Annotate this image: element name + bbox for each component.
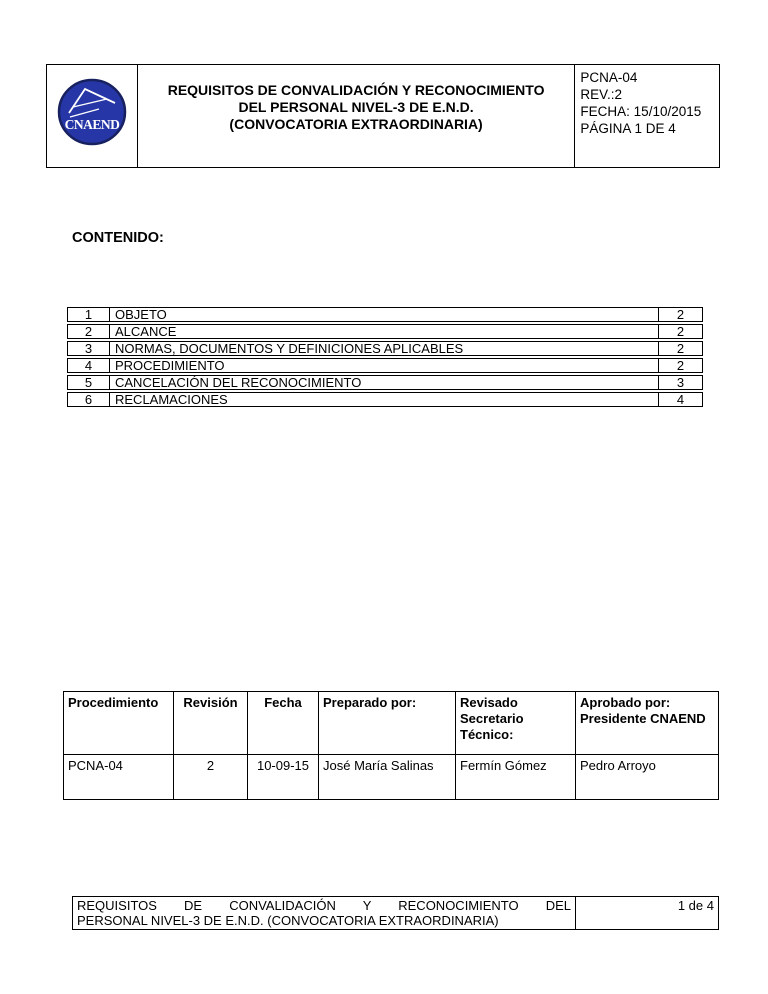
title-line-3: (CONVOCATORIA EXTRAORDINARIA) [229, 116, 483, 132]
col-preparado: Preparado por: [319, 692, 456, 755]
toc-page: 2 [659, 324, 703, 339]
toc-row [67, 375, 703, 390]
doc-date: FECHA: 15/10/2015 [580, 104, 702, 119]
cell-revision: 2 [174, 755, 248, 800]
header-table [46, 64, 720, 168]
footer-page-number: 1 de 4 [576, 897, 719, 930]
cell-fecha: 10-09-15 [248, 755, 319, 800]
toc-row [67, 358, 703, 373]
col-revision: Revisión [174, 692, 248, 755]
toc-num: 5 [67, 375, 110, 390]
title-line-1: REQUISITOS DE CONVALIDACIÓN Y RECONOCIMIENTO [167, 82, 545, 98]
logo-cell [47, 65, 138, 167]
doc-revision: REV.:2 [580, 87, 622, 102]
logo-text: CNAEND [64, 117, 120, 132]
toc-num: 6 [67, 392, 110, 407]
toc-page: 2 [659, 341, 703, 356]
footer-title-line-1: REQUISITOS DE CONVALIDACIÓN Y RECONOCIMIENTO DEL [77, 898, 571, 913]
approval-header-row [64, 692, 719, 755]
cell-aprobado: Pedro Arroyo [576, 755, 719, 800]
document-title [138, 65, 575, 167]
toc-row [67, 324, 703, 339]
footer-row [73, 897, 719, 930]
cell-procedimiento: PCNA-04 [64, 755, 174, 800]
doc-code: PCNA-04 [580, 70, 638, 85]
toc-table [67, 305, 703, 409]
document-info [574, 65, 719, 167]
cell-preparado: José María Salinas [319, 755, 456, 800]
toc-title: NORMAS, DOCUMENTOS Y DEFINICIONES APLICABLES [110, 341, 659, 356]
contenido-heading: CONTENIDO: [72, 230, 164, 246]
doc-page: PÁGINA 1 DE 4 [580, 121, 676, 136]
toc-num: 4 [67, 358, 110, 373]
toc-num: 3 [67, 341, 110, 356]
toc-page: 4 [659, 392, 703, 407]
col-aprobado: Aprobado por: Presidente CNAEND [576, 692, 719, 755]
cell-revisado: Fermín Gómez [456, 755, 576, 800]
footer-title [73, 897, 576, 930]
toc-title: CANCELACIÓN DEL RECONOCIMIENTO [110, 375, 659, 390]
toc-row [67, 341, 703, 356]
col-fecha: Fecha [248, 692, 319, 755]
cnaend-logo-icon [56, 76, 128, 148]
toc-row [67, 307, 703, 322]
toc-page: 2 [659, 307, 703, 322]
toc-page: 3 [659, 375, 703, 390]
col-revisado: Revisado Secretario Técnico: [456, 692, 576, 755]
title-line-2: DEL PERSONAL NIVEL-3 DE E.N.D. [238, 99, 474, 115]
toc-title: OBJETO [110, 307, 659, 322]
toc-title: ALCANCE [110, 324, 659, 339]
toc-title: RECLAMACIONES [110, 392, 659, 407]
toc-row [67, 392, 703, 407]
col-procedimiento: Procedimiento [64, 692, 174, 755]
toc-num: 2 [67, 324, 110, 339]
footer-title-line-2: PERSONAL NIVEL-3 DE E.N.D. (CONVOCATORIA EXTRAORDINARIA) [77, 913, 499, 928]
toc-num: 1 [67, 307, 110, 322]
toc-page: 2 [659, 358, 703, 373]
footer-table [72, 896, 719, 930]
toc-title: PROCEDIMIENTO [110, 358, 659, 373]
approval-table [63, 691, 719, 800]
approval-data-row [64, 755, 719, 800]
